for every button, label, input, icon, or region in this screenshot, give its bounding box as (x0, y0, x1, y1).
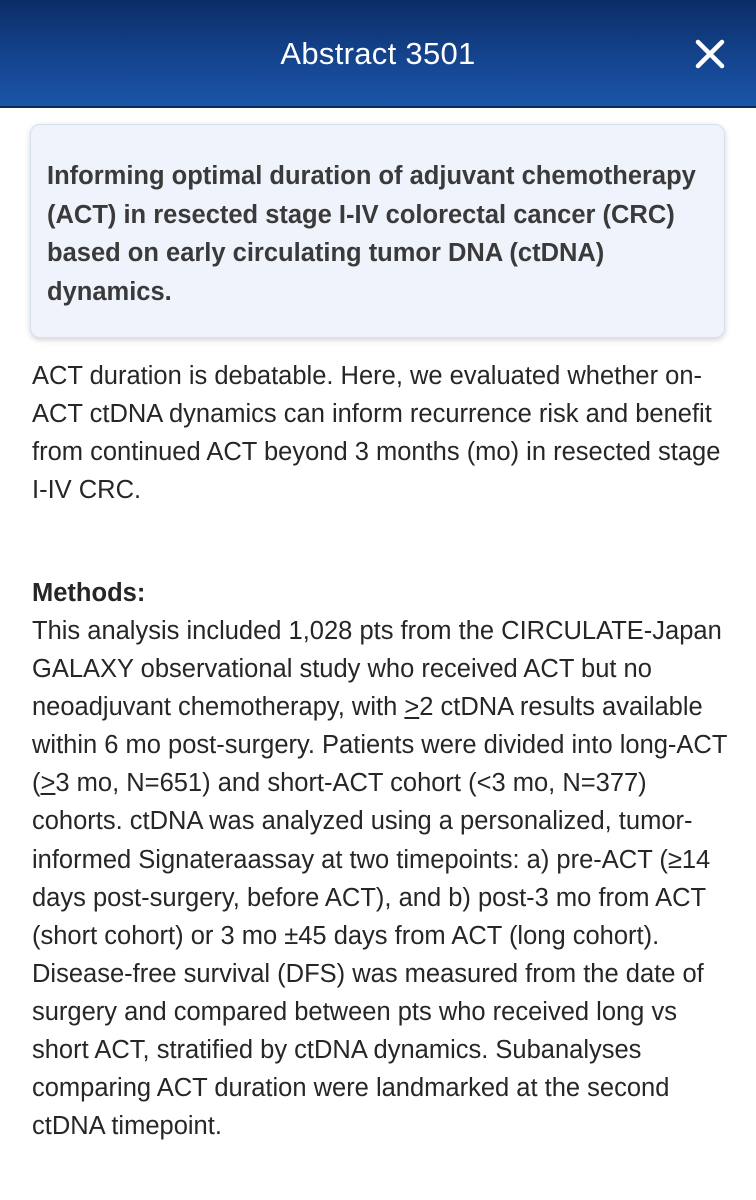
greater-equal-symbol: > (40, 769, 56, 798)
page-title: Abstract 3501 (280, 36, 476, 71)
close-icon (686, 30, 734, 78)
app-header (0, 0, 756, 108)
methods-text-part-2: 2 ctDNA results available within 6 mo post-surgery. Patients were divided into long-ACT ( (32, 693, 727, 798)
close-button[interactable] (686, 30, 734, 78)
methods-text-part-1: This analysis included 1,028 pts from the CIRCULATE-Japan GALAXY observational study who received ACT but no neoadjuvant chemotherapy, with (32, 617, 722, 722)
methods-paragraph (32, 612, 732, 1145)
abstract-title: Informing optimal duration of adjuvant chemotherapy (ACT) in resected stage I-IV colorectal cancer (CRC) based on early circulating tumor DNA (ctDNA) dynamics. (47, 162, 696, 306)
abstract-title-card (30, 124, 725, 338)
methods-heading: Methods: (32, 579, 146, 607)
methods-text-part-3: 3 mo, N=651) and short-ACT cohort (<3 mo, N=377) cohorts. ctDNA was analyzed using a personalized, tumor-informed Signateraassay at two timepoints: a) pre-ACT (≥14 days post-surgery, before ACT), and b) post-3 mo from ACT (short cohort) or 3 mo ±45 days from ACT (long cohort). Disease-free survival (DFS) was measured from the date of surgery and compared between pts who received long vs short ACT, stratified by ctDNA dynamics. Subanalyses comparing ACT duration were landmarked at the second ctDNA timepoint. (32, 769, 711, 1141)
greater-equal-symbol: > (404, 693, 420, 722)
abstract-intro: ACT duration is debatable. Here, we evaluated whether on-ACT ctDNA dynamics can inform recurrence risk and benefit from continued ACT beyond 3 months (mo) in resected stage I-IV CRC. (32, 362, 721, 505)
